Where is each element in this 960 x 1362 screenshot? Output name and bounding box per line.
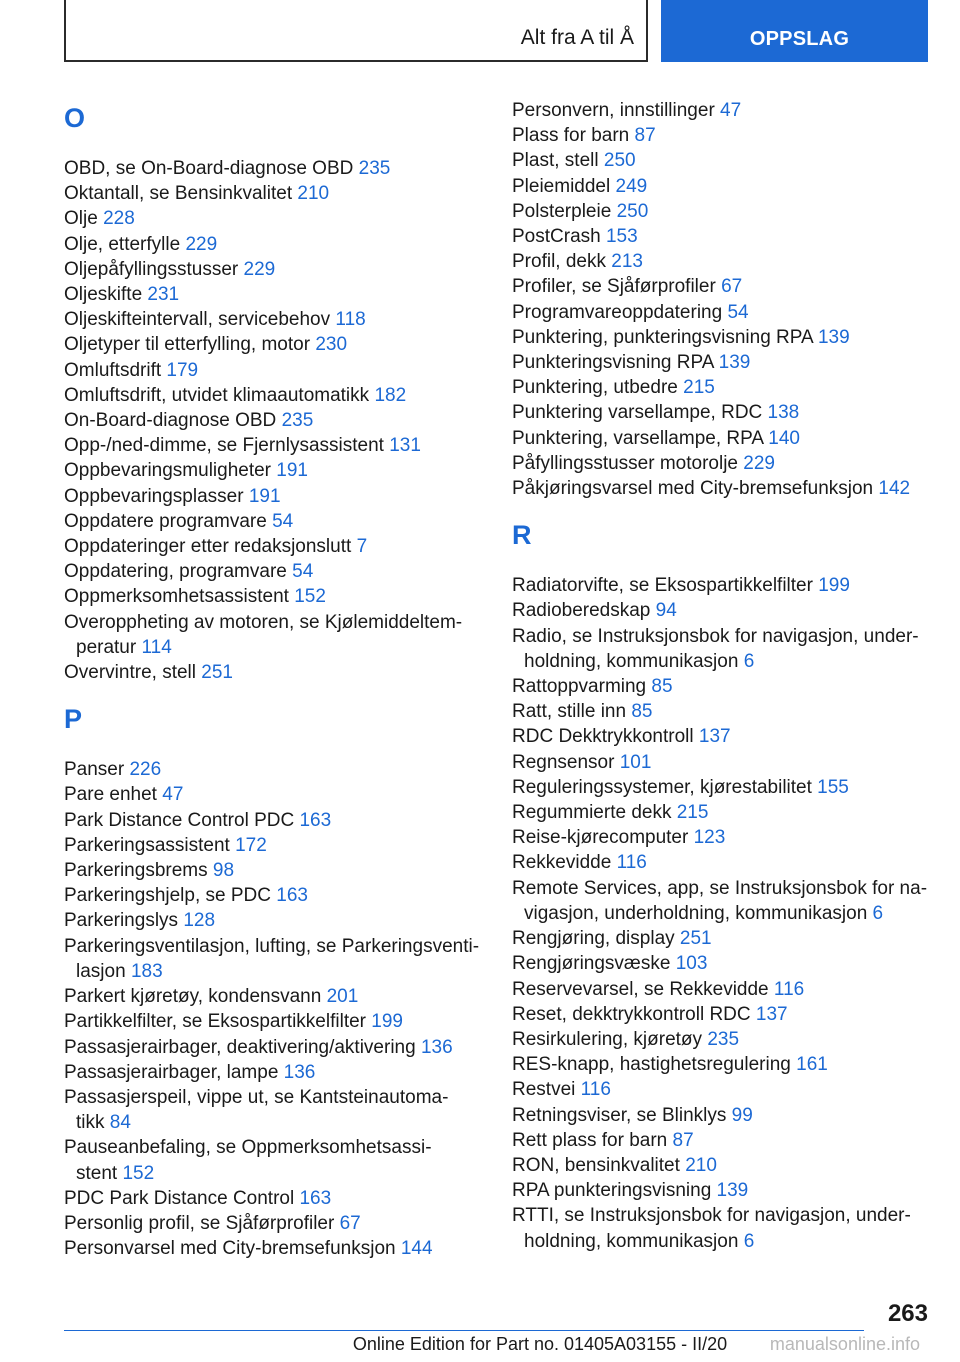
index-entry-text: Radio, se Instruksjonsbok for navigasjon, under‐ [512, 625, 919, 647]
footer-divider [64, 1330, 864, 1331]
page-link[interactable]: 47 [720, 100, 742, 121]
index-entry [64, 908, 484, 933]
index-entry [512, 1153, 932, 1178]
index-entry-text: Pleiemiddel [512, 175, 611, 197]
index-entry-text-continued: lasjon [76, 960, 126, 982]
index-entry [512, 451, 932, 476]
watermark: manualsonline.info [769, 1334, 920, 1354]
index-entry [512, 876, 932, 926]
page-link[interactable]: 249 [615, 175, 648, 197]
index-entry-text: Rett plass for barn [512, 1129, 668, 1151]
index-entry [64, 858, 484, 883]
page-link[interactable]: 99 [731, 1104, 753, 1126]
index-entry [512, 375, 932, 400]
page-link[interactable]: 152 [122, 1162, 155, 1184]
page-link[interactable]: 128 [183, 910, 216, 932]
index-entry [512, 850, 932, 875]
index-entry [64, 509, 484, 534]
page-link[interactable]: 137 [755, 1003, 788, 1025]
index-entry [64, 1035, 484, 1060]
page-link[interactable]: 142 [878, 478, 911, 500]
index-entry-text: Oppmerksomhetsassistent [64, 586, 289, 608]
page-header [64, 0, 928, 66]
page-link[interactable]: 54 [292, 561, 314, 583]
page-link[interactable]: 161 [796, 1054, 828, 1076]
index-entry [64, 1186, 484, 1211]
index-entry-text: On-Board-diagnose OBD [64, 410, 277, 432]
page-link[interactable]: 85 [651, 676, 673, 698]
index-entry [512, 426, 932, 451]
section-tab [64, 0, 648, 62]
index-entry-text: Reservevarsel, se Rekkevidde [512, 978, 769, 1000]
index-entry [64, 808, 484, 833]
page-link[interactable]: 85 [631, 701, 653, 723]
page-link[interactable]: 251 [679, 928, 712, 950]
page-link[interactable]: 140 [768, 427, 800, 449]
index-entry-text: Oppdateringer etter redaksjonslutt [64, 536, 352, 558]
page-link[interactable]: 153 [605, 226, 638, 248]
page-link[interactable]: 136 [420, 1036, 453, 1058]
page-link[interactable]: 215 [683, 377, 715, 399]
index-entry [64, 883, 484, 908]
index-entry-text: Parkeringsventilasjon, lufting, se Parkeringsventi‐ [64, 935, 480, 957]
index-entry-text: Radiatorvifte, se Eksospartikkelfilter [512, 575, 813, 597]
page-link[interactable]: 118 [335, 309, 366, 331]
page-link[interactable]: 67 [721, 276, 743, 298]
page-link[interactable]: 210 [297, 183, 330, 205]
index-entry-text: Punktering, utbedre [512, 377, 678, 399]
section-title: Alt fra A til Å [520, 26, 634, 49]
index-entry-text: Rengjøring, display [512, 928, 675, 950]
index-entry-text-continued: tikk [76, 1112, 105, 1134]
page-link[interactable]: 7 [356, 536, 368, 558]
page-link[interactable]: 163 [299, 809, 332, 831]
index-entry [512, 325, 932, 350]
page-link[interactable]: 131 [389, 435, 421, 457]
index-entry [512, 350, 932, 375]
page-link[interactable]: 87 [672, 1129, 694, 1151]
index-entry [64, 534, 484, 559]
page-link[interactable]: 101 [619, 751, 652, 773]
page-link[interactable]: 116 [616, 852, 647, 874]
index-entry [512, 1002, 932, 1027]
index-entry-text: Remote Services, app, se Instruksjonsbok for na‐ [512, 877, 928, 899]
index-entry-text-continued: holdning, kommunikasjon [524, 650, 739, 672]
page-link[interactable]: 213 [611, 251, 643, 273]
chapter-title: OPPSLAG [749, 28, 850, 50]
index-entry-text: Omluftsdrift [64, 359, 162, 381]
index-letter-heading: R [512, 520, 532, 551]
index-entry [64, 484, 484, 509]
index-entry [512, 98, 932, 123]
index-entry-text: Oppbevaringsmuligheter [64, 460, 272, 482]
index-column-left [64, 98, 484, 1261]
page-link[interactable]: 235 [707, 1028, 740, 1050]
index-entry [64, 408, 484, 433]
index-entry [512, 1052, 932, 1077]
index-entry-text: Ratt, stille inn [512, 701, 627, 723]
index-entry-text: Parkeringslys [64, 910, 179, 932]
page-link[interactable]: 179 [166, 359, 199, 381]
index-entry [64, 206, 484, 231]
index-entry [512, 724, 932, 749]
index-entry-text: Oljepåfyllingsstusser [64, 258, 239, 280]
page-link[interactable]: 201 [326, 986, 359, 1008]
page-link[interactable]: 84 [109, 1112, 131, 1134]
page-link[interactable]: 123 [693, 827, 726, 849]
index-entry [512, 825, 932, 850]
page-link[interactable]: 155 [817, 776, 849, 798]
page-link[interactable]: 183 [130, 960, 163, 982]
index-entry [512, 148, 932, 173]
index-entry [512, 977, 932, 1002]
index-entry [64, 1009, 484, 1034]
index-entry-text: Opp-/ned-dimme, se Fjernlysassistent [64, 435, 384, 457]
page-link[interactable]: 87 [634, 125, 656, 147]
index-entry-text: Overvintre, stell [64, 662, 196, 684]
index-entry [64, 559, 484, 584]
index-letter-heading: O [64, 103, 86, 133]
index-entry-text: Oljetyper til etterfylling, motor [64, 334, 311, 356]
index-entry [64, 156, 484, 181]
index-entry-text: RTTI, se Instruksjonsbok for navigasjon, under‐ [512, 1205, 911, 1227]
index-entry-text: Radioberedskap [512, 600, 651, 622]
index-entry-text-continued: stent [76, 1162, 118, 1184]
edition-note: Online Edition for Part no. 01405A03155 - II/20 [352, 1334, 728, 1354]
index-entry-text: Punktering varsellampe, RDC [512, 402, 763, 424]
page-link[interactable]: 250 [616, 200, 649, 222]
index-entry [512, 750, 932, 775]
index-entry-text: Parkeringsassistent [64, 834, 230, 856]
page-link[interactable]: 139 [817, 326, 850, 348]
page-link[interactable]: 215 [676, 802, 709, 824]
index-entry-text: OBD, se On-Board-diagnose OBD [64, 158, 354, 179]
page-link[interactable]: 116 [580, 1079, 611, 1101]
index-entry-text: Oppdatering, programvare [64, 561, 287, 583]
page-link[interactable]: 137 [698, 726, 731, 748]
index-entry-text: Plass for barn [512, 125, 630, 147]
page-link[interactable]: 163 [276, 885, 308, 907]
index-entry-text: Oktantall, se Bensinkvalitet [64, 183, 293, 205]
index-entry-text: Personlig profil, se Sjåførprofiler [64, 1212, 335, 1234]
index-entry-text-continued: vigasjon, underholdning, kommunikasjon [524, 902, 868, 924]
page-link[interactable]: 228 [103, 208, 135, 230]
index-entry [64, 358, 484, 383]
index-entry-text: Rattoppvarming [512, 676, 647, 698]
index-entry [64, 257, 484, 282]
index-entry-text: Restvei [512, 1079, 576, 1101]
index-entry [64, 383, 484, 408]
index-entry [64, 1085, 484, 1135]
index-entry [64, 433, 484, 458]
index-entry-text: Påkjøringsvarsel med City-bremsefunksjon [512, 478, 874, 500]
page-link[interactable]: 144 [400, 1238, 433, 1260]
index-entry [512, 199, 932, 224]
page-link[interactable]: 251 [201, 662, 233, 684]
index-entry [512, 674, 932, 699]
index-entry-text: Resirkulering, kjøretøy [512, 1028, 703, 1050]
index-entry [512, 1103, 932, 1128]
index-entry [512, 476, 932, 501]
index-entry [64, 757, 484, 782]
page-link[interactable]: 229 [743, 452, 775, 474]
index-entry [512, 300, 932, 325]
index-entry-text: Påfyllingsstusser motorolje [512, 452, 738, 474]
page-link[interactable]: 229 [243, 258, 276, 280]
index-entry [64, 232, 484, 257]
page-link[interactable]: 231 [147, 284, 180, 306]
index-entry-text-continued: peratur [76, 636, 137, 658]
index-entry-text: Reset, dekktrykkontroll RDC [512, 1003, 751, 1025]
index-entry-text: Retningsviser, se Blinklys [512, 1104, 727, 1126]
index-entry-text: Rekkevidde [512, 852, 612, 874]
page-link[interactable]: 210 [685, 1154, 717, 1176]
page-link[interactable]: 114 [141, 636, 172, 658]
page-link[interactable]: 136 [283, 1061, 316, 1083]
index-entry [512, 1128, 932, 1153]
index-entry-text: Plast, stell [512, 150, 599, 172]
index-letter-heading: P [64, 704, 83, 735]
index-entry-text: Passasjerspeil, vippe ut, se Kantsteinautoma‐ [64, 1086, 449, 1108]
index-entry [64, 610, 484, 660]
index-entry [64, 1211, 484, 1236]
index-entry-text: Reise-kjørecomputer [512, 827, 689, 849]
page-link[interactable]: 54 [272, 510, 294, 532]
page-link[interactable]: 191 [248, 485, 281, 507]
index-entry-text: Regummierte dekk [512, 802, 672, 824]
index-entry-text: Parkeringsbrems [64, 860, 208, 882]
index-entry [64, 332, 484, 357]
index-entry-text: Overoppheting av motoren, se Kjølemiddeltem‐ [64, 611, 463, 633]
index-entry [512, 926, 932, 951]
index-entry [512, 274, 932, 299]
index-entry-text: Rengjøringsvæske [512, 953, 671, 975]
index-entry [64, 307, 484, 332]
page-link[interactable]: 199 [371, 1011, 403, 1033]
index-entry-text: Oljeskifteintervall, servicebehov [64, 309, 331, 331]
index-entry-text: Punkteringsvisning RPA [512, 352, 714, 374]
page-link[interactable]: 172 [235, 834, 267, 856]
index-entry [64, 282, 484, 307]
page-link[interactable]: 163 [299, 1187, 332, 1209]
index-entry [512, 1203, 932, 1253]
page-link[interactable]: 6 [743, 1230, 755, 1252]
index-entry-text: Regnsensor [512, 751, 615, 773]
page-link[interactable]: 6 [743, 650, 755, 672]
index-entry-text-continued: holdning, kommunikasjon [524, 1230, 739, 1252]
index-entry-text: Olje [64, 208, 98, 230]
index-entry [64, 984, 484, 1009]
index-entry [512, 174, 932, 199]
index-entry [512, 1077, 932, 1102]
index-entry [512, 573, 932, 598]
index-entry-text: Oppbevaringsplasser [64, 485, 244, 507]
page-link[interactable]: 94 [655, 600, 677, 622]
index-entry-text: RON, bensinkvalitet [512, 1154, 680, 1176]
page-link[interactable]: 250 [603, 150, 636, 172]
index-entry [512, 1027, 932, 1052]
index-entry [64, 458, 484, 483]
index-entry [512, 624, 932, 674]
index-entry-text: PDC Park Distance Control [64, 1187, 295, 1209]
index-entry-text: Pare enhet [64, 784, 157, 806]
index-entry-text: Programvareoppdatering [512, 301, 723, 323]
index-entry-text: Panser [64, 759, 125, 781]
chapter-tab [661, 0, 928, 62]
index-entry [64, 660, 484, 685]
page-link[interactable]: 229 [185, 233, 218, 255]
index-entry-text: Omluftsdrift, utvidet klimaautomatikk [64, 384, 370, 406]
index-entry [64, 584, 484, 609]
index-entry [512, 1178, 932, 1203]
index-entry-text: Passasjerairbager, lampe [64, 1061, 279, 1083]
page-link[interactable]: 230 [315, 334, 348, 356]
index-entry [512, 775, 932, 800]
index-entry-text: Parkeringshjelp, se PDC [64, 885, 271, 907]
index-entry [512, 699, 932, 724]
index-entry [64, 1236, 484, 1261]
index-entry [512, 951, 932, 976]
index-entry-text: PostCrash [512, 226, 601, 248]
index-entry-text: Partikkelfilter, se Eksospartikkelfilter [64, 1011, 366, 1033]
page-link[interactable]: 47 [162, 784, 184, 806]
index-entry-text: Passasjerairbager, deaktivering/aktivering [64, 1036, 416, 1058]
page-link[interactable]: 103 [675, 953, 708, 975]
index-entry [64, 181, 484, 206]
index-entry-text: Personvern, innstillinger [512, 100, 715, 121]
index-entry-text: Profiler, se Sjåførprofiler [512, 276, 716, 298]
index-entry-text: RES-knapp, hastighetsregulering [512, 1054, 791, 1076]
index-entry [64, 782, 484, 807]
page-link[interactable]: 98 [212, 860, 235, 882]
index-entry [512, 800, 932, 825]
index-entry [512, 598, 932, 623]
page-link[interactable]: 199 [818, 575, 850, 597]
page-link[interactable]: 138 [767, 402, 800, 424]
index-entry-text: Profil, dekk [512, 251, 606, 273]
page-link[interactable]: 67 [339, 1212, 361, 1234]
index-entry-text: Oljeskifte [64, 284, 143, 306]
index-entry [512, 123, 932, 148]
index-entry [64, 833, 484, 858]
index-entry-text: Oppdatere programvare [64, 510, 267, 532]
index-entry-text: Parkert kjøretøy, kondensvann [64, 986, 322, 1008]
index-entry-text: Polsterpleie [512, 200, 612, 222]
index-entry [512, 224, 932, 249]
page-link[interactable]: 54 [727, 301, 749, 323]
page-link[interactable]: 235 [281, 410, 314, 432]
index-entry-text: Personvarsel med City-bremsefunksjon [64, 1238, 396, 1260]
index-entry-text: RDC Dekktrykkontroll [512, 726, 694, 748]
page-link[interactable]: 139 [718, 352, 751, 374]
index-entry-text: Punktering, punkteringsvisning RPA [512, 326, 813, 348]
index-entry [64, 1060, 484, 1085]
page-link[interactable]: 6 [872, 902, 884, 924]
page-link[interactable]: 235 [358, 158, 391, 179]
page-link[interactable]: 226 [129, 759, 162, 781]
page-link[interactable]: 182 [374, 384, 407, 406]
index-entry-text: RPA punkteringsvisning [512, 1180, 712, 1202]
index-entry [512, 400, 932, 425]
page-link[interactable]: 116 [773, 978, 805, 1000]
index-entry-text: Punktering, varsellampe, RPA [512, 427, 763, 449]
index-entry-text: Olje, etterfylle [64, 233, 181, 255]
page-number: 263 [887, 1300, 928, 1327]
page-link[interactable]: 152 [294, 586, 326, 608]
index-entry-text: Pauseanbefaling, se Oppmerksomhetsassi‐ [64, 1137, 432, 1159]
index-column-right [512, 98, 932, 1254]
index-entry [512, 249, 932, 274]
index-entry-text: Reguleringssystemer, kjørestabilitet [512, 776, 812, 798]
index-entry [64, 1135, 484, 1185]
index-entry-text: Park Distance Control PDC [64, 809, 295, 831]
page-link[interactable]: 191 [276, 460, 308, 482]
page-link[interactable]: 139 [716, 1180, 749, 1202]
index-entry [64, 934, 484, 984]
